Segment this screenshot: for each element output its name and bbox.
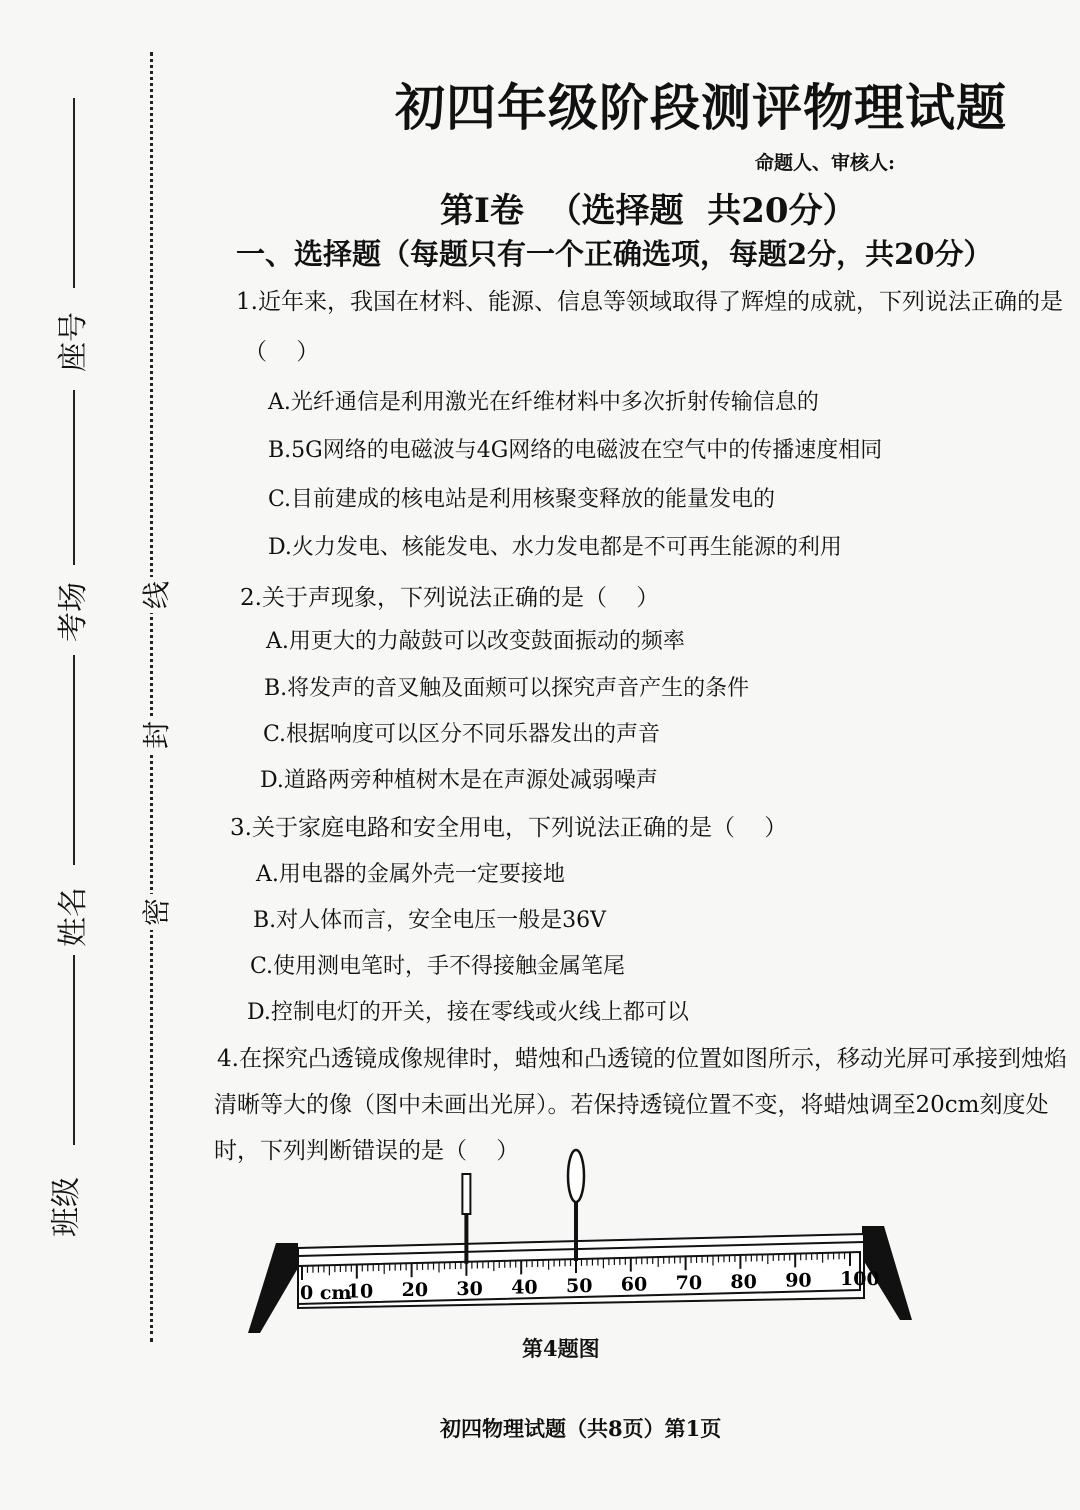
ruler-label: 70 bbox=[675, 1272, 703, 1295]
section-title: 一、选择题（每题只有一个正确选项，每题2分，共20分） bbox=[236, 237, 993, 271]
question-3-stem: 3.关于家庭电路和安全用电，下列说法正确的是（ ） bbox=[230, 815, 788, 841]
question-1-option-a: A.光纤通信是利用激光在纤维材料中多次折射传输信息的 bbox=[268, 390, 819, 415]
ruler-label: 40 bbox=[511, 1276, 538, 1299]
ruler-label: 0 cm bbox=[300, 1282, 352, 1304]
figure-caption: 第4题图 bbox=[522, 1336, 600, 1361]
seal-word-secret: 密 bbox=[135, 894, 175, 930]
question-4-stem-line-1: 4.在探究凸透镜成像规律时，蜡烛和凸透镜的位置如图所示，移动光屏可承接到烛焰 bbox=[217, 1046, 1067, 1072]
question-2-option-c: C.根据响度可以区分不同乐器发出的声音 bbox=[263, 722, 661, 747]
optical-bench-figure bbox=[246, 1148, 926, 1338]
question-2-option-a: A.用更大的力敲鼓可以改变鼓面振动的频率 bbox=[266, 629, 685, 654]
question-2-option-b: B.将发声的音叉触及面颊可以探究声音产生的条件 bbox=[264, 676, 750, 701]
question-1-answer-blank: （ ） bbox=[244, 339, 320, 365]
lens-shape bbox=[568, 1150, 584, 1202]
ruler-label: 20 bbox=[401, 1279, 429, 1302]
left-support bbox=[248, 1243, 298, 1333]
ruler-label: 60 bbox=[620, 1273, 648, 1296]
part-title: 第I卷 （选择题 共20分） bbox=[440, 191, 857, 231]
ruler-label: 50 bbox=[566, 1275, 593, 1297]
question-1-option-b: B.5G网络的电磁波与4G网络的电磁波在空气中的传播速度相同 bbox=[268, 438, 883, 463]
question-3-option-c: C.使用测电笔时，手不得接触金属笔尾 bbox=[250, 954, 626, 979]
candle-body bbox=[462, 1174, 470, 1214]
class-label: 班级 bbox=[49, 1177, 84, 1237]
question-3-option-a: A.用电器的金属外壳一定要接地 bbox=[256, 862, 565, 887]
question-4-stem-line-3: 时，下列判断错误的是（ ） bbox=[214, 1138, 520, 1164]
question-3-option-d: D.控制电灯的开关，接在零线或火线上都可以 bbox=[247, 1000, 689, 1025]
question-1-option-c: C.目前建成的核电站是利用核聚变释放的能量发电的 bbox=[268, 487, 776, 512]
question-3-option-b: B.对人体而言，安全电压一般是36V bbox=[253, 908, 607, 933]
question-1-stem: 1.近年来，我国在材料、能源、信息等领域取得了辉煌的成就，下列说法正确的是 bbox=[236, 289, 1063, 315]
exam-room-label: 考场 bbox=[56, 582, 91, 642]
question-1-option-d: D.火力发电、核能发电、水力发电都是不可再生能源的利用 bbox=[268, 535, 842, 560]
setter-label: 命题人、审核人: bbox=[755, 152, 896, 174]
ruler-label: 100 bbox=[840, 1268, 880, 1290]
class-line bbox=[73, 955, 75, 1145]
question-4-stem-line-2: 清晰等大的像（图中未画出光屏）。若保持透镜位置不变，将蜡烛调至20cm刻度处 bbox=[214, 1092, 1049, 1118]
name-line bbox=[73, 655, 75, 865]
ruler-label: 90 bbox=[785, 1269, 812, 1292]
ruler-label: 30 bbox=[456, 1277, 483, 1300]
seal-dotted-line bbox=[150, 52, 153, 1342]
room-line bbox=[73, 390, 75, 565]
seal-word-seal: 封 bbox=[135, 717, 175, 753]
question-2-stem: 2.关于声现象，下列说法正确的是（ ） bbox=[240, 585, 660, 611]
question-2-option-d: D.道路两旁种植树木是在声源处减弱噪声 bbox=[260, 768, 658, 793]
seat-number-label: 座号 bbox=[56, 312, 91, 372]
seat-line bbox=[73, 98, 75, 288]
ruler-label: 10 bbox=[346, 1280, 374, 1303]
ruler-label: 80 bbox=[730, 1270, 757, 1293]
page-footer: 初四物理试题（共8页）第1页 bbox=[440, 1416, 722, 1441]
page-title: 初四年级阶段测评物理试题 bbox=[395, 78, 1007, 137]
seal-word-line: 线 bbox=[135, 577, 175, 613]
name-label: 姓名 bbox=[56, 887, 91, 947]
